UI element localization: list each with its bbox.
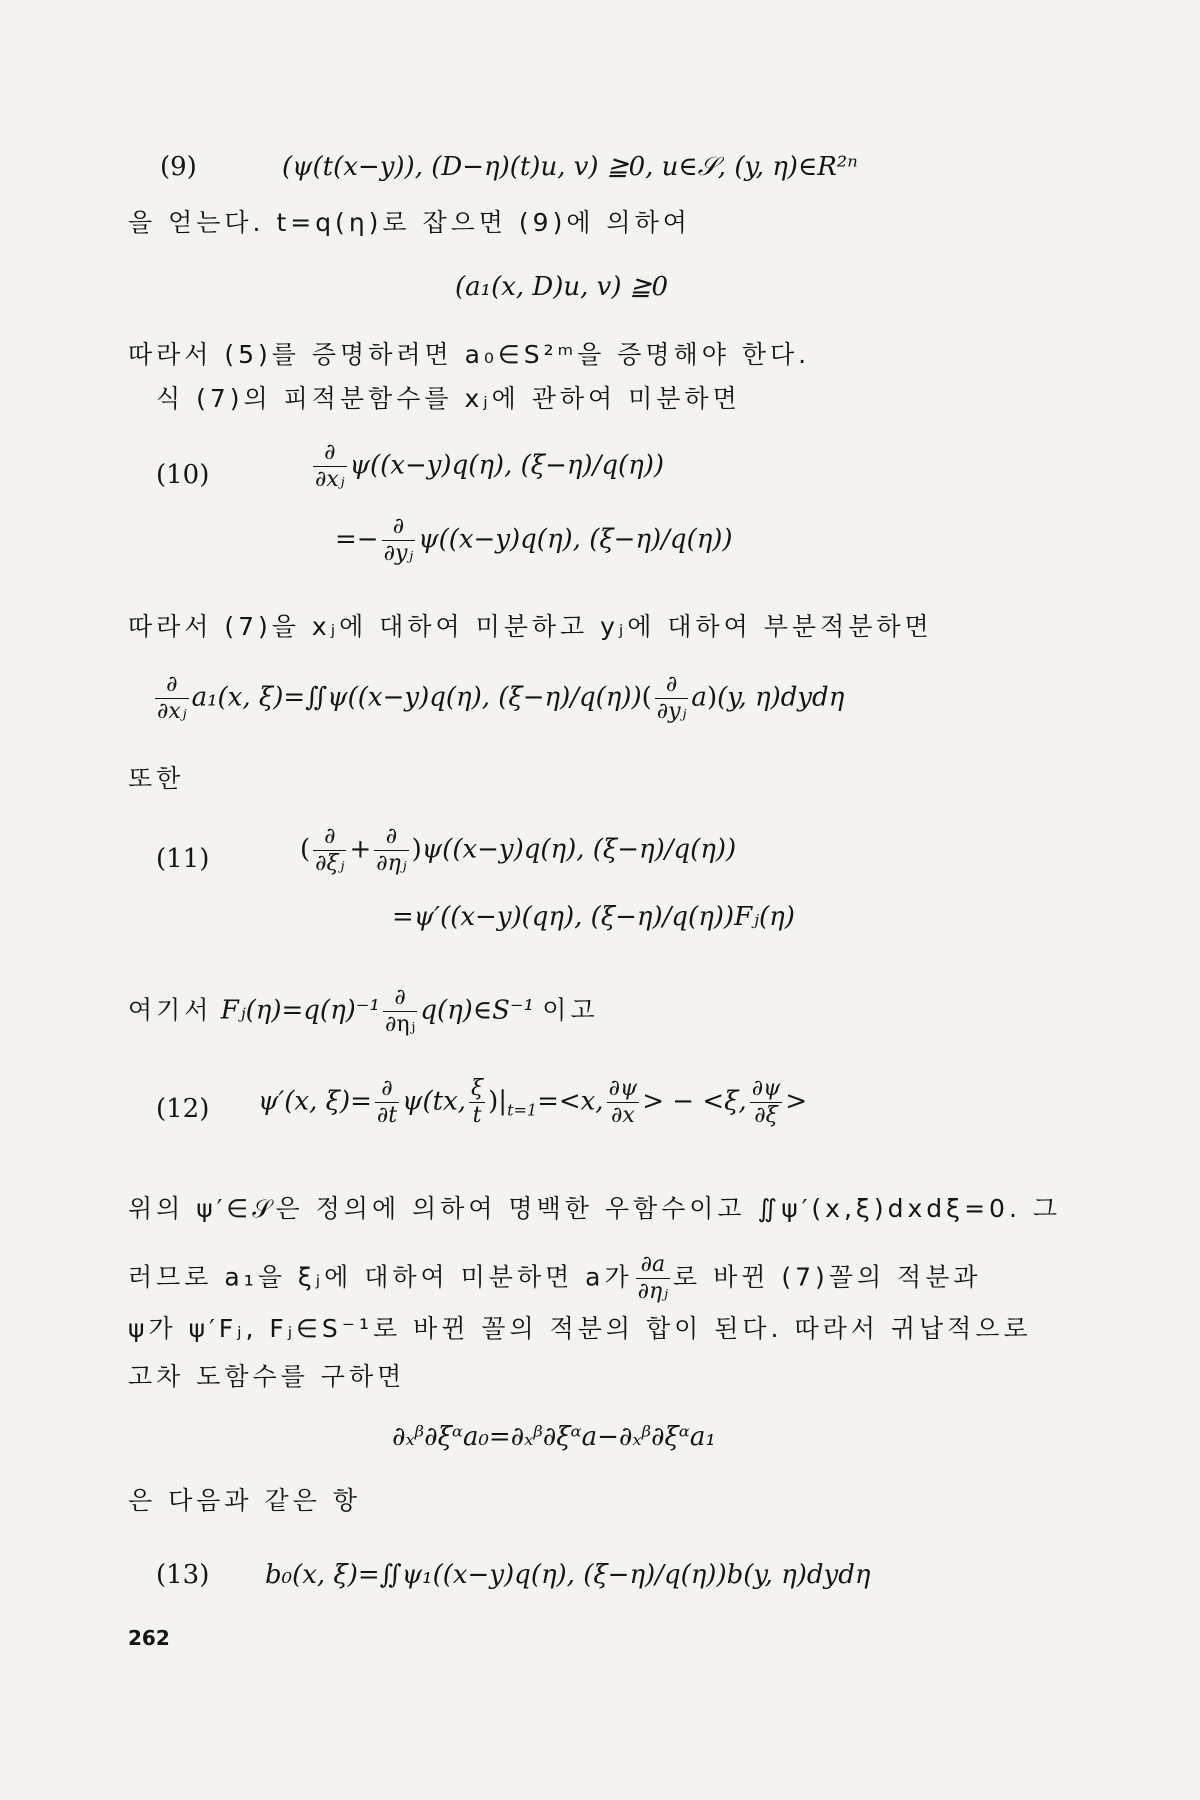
equation-number-13: (13) <box>156 1560 210 1590</box>
fraction-d-dxij: $\frac{\partial}{\text{∂ξⱼ}}$ <box>315 824 345 876</box>
text-line-8: 러므로 a₁을 ξⱼ에 대하여 미분하면 a가 $\frac{\partial a}{\text{∂ηⱼ}}$ 로 바뀐 (7)꼴의 적분과 <box>128 1252 982 1304</box>
text-line-6: 여기서 Fⱼ(η)=q(η)⁻¹ $\frac{\partial}{\text{∂ηⱼ}}$ q(η)∈S⁻¹ 이고 <box>128 985 599 1037</box>
fraction-dpsi-dxi: $\frac{\partial\psi}{\partial\xi}$ <box>751 1076 781 1128</box>
equation-integral-a1: $\frac{\partial}{\text{∂xⱼ}}$ a₁(x, ξ)=∬ψ((x−y)q(η), (ξ−η)/q(η))( $\frac{\partial}{\text{∂yⱼ}}$ a)(y, η)dydη <box>157 672 845 724</box>
fraction-d-dxj-2: $\frac{\partial}{\text{∂xⱼ}}$ <box>157 672 187 724</box>
fraction-d-dt: $\frac{\partial}{\partial t}$ <box>376 1076 398 1128</box>
equation-number-12: (12) <box>156 1094 210 1124</box>
equation-number-10: (10) <box>156 460 210 490</box>
fraction-d-dyj: $\frac{\partial}{\text{∂yⱼ}}$ <box>383 514 414 566</box>
fraction-d-detaj: $\frac{\partial}{\text{∂ηⱼ}}$ <box>376 824 407 876</box>
equation-12: ψ′(x, ξ)= $\frac{\partial}{\partial t}$ ψ(tx, $\frac{\xi}{t}$ )$|_{t=1}=<x$, $\frac{\partial\psi}{\partial x}$ > − <ξ, $\frac{\partial\psi}{\partial\xi}$ > <box>258 1076 808 1128</box>
text-line-9: ψ가 ψ′Fⱼ, Fⱼ∈S⁻¹로 바뀐 꼴의 적분의 합이 된다. 따라서 귀납적으로 <box>128 1314 1032 1343</box>
equation-10-line-1: $\frac{\partial}{\text{∂xⱼ}}$ ψ((x−y)q(η), (ξ−η)/q(η)) <box>315 440 664 492</box>
text-line-7: 위의 ψ′∈𝒮은 정의에 의하여 명백한 우함수이고 ∬ψ′(x,ξ)dxdξ=0. 그 <box>128 1194 1061 1223</box>
equation-11-line-1: ( $\frac{\partial}{\text{∂ξⱼ}}$ + $\frac{\partial}{\text{∂ηⱼ}}$ )ψ((x−y)q(η), (ξ−η)/q(η)) <box>300 824 737 876</box>
page-number: 262 <box>128 1626 170 1650</box>
text-line-2: 따라서 (5)를 증명하려면 a₀∈S²ᵐ을 증명해야 한다. <box>128 340 811 369</box>
fraction-xi-t: $\frac{\xi}{t}$ <box>471 1076 484 1128</box>
equation-9: (ψ(t(x−y)), (D−η)(t)u, v) ≧0, u∈𝒮, (y, η)∈R²ⁿ <box>282 152 858 182</box>
fraction-da-detaj: $\frac{\partial a}{\text{∂ηⱼ}}$ <box>637 1252 669 1304</box>
text-line-4: 따라서 (7)을 xⱼ에 대하여 미분하고 yⱼ에 대하여 부분적분하면 <box>128 612 933 641</box>
text-line-1: 을 얻는다. t=q(η)로 잡으면 (9)에 의하여 <box>128 208 691 237</box>
equation-13: b₀(x, ξ)=∬ψ₁((x−y)q(η), (ξ−η)/q(η))b(y, η)dydη <box>265 1560 871 1590</box>
equation-a1-inequality: (a₁(x, D)u, v) ≧0 <box>455 272 669 302</box>
text-line-3: 식 (7)의 피적분함수를 xⱼ에 관하여 미분하면 <box>156 384 741 413</box>
text-line-5: 또한 <box>128 764 185 793</box>
equation-11-line-2: =ψ′((x−y)(qη), (ξ−η)/q(η))Fⱼ(η) <box>392 902 795 932</box>
fraction-dpsi-dx: $\frac{\partial\psi}{\partial x}$ <box>608 1076 638 1128</box>
equation-10-line-2: =− $\frac{\partial}{\text{∂yⱼ}}$ ψ((x−y)q(η), (ξ−η)/q(η)) <box>335 514 733 566</box>
text-line-11: 은 다음과 같은 항 <box>128 1486 361 1515</box>
equation-number-11: (11) <box>156 844 210 874</box>
fraction-d-detaj-2: $\frac{\partial}{\text{∂ηⱼ}}$ <box>384 985 416 1037</box>
text-line-10: 고차 도함수를 구하면 <box>128 1362 406 1391</box>
fraction-d-dyj-2: $\frac{\partial}{\text{∂yⱼ}}$ <box>656 672 687 724</box>
equation-derivative: ∂ₓᵝ∂ξᵅa₀=∂ₓᵝ∂ξᵅa−∂ₓᵝ∂ξᵅa₁ <box>392 1422 716 1452</box>
equation-number-9: (9) <box>160 152 197 182</box>
fraction-d-dxj: $\frac{\partial}{\text{∂xⱼ}}$ <box>315 440 345 492</box>
